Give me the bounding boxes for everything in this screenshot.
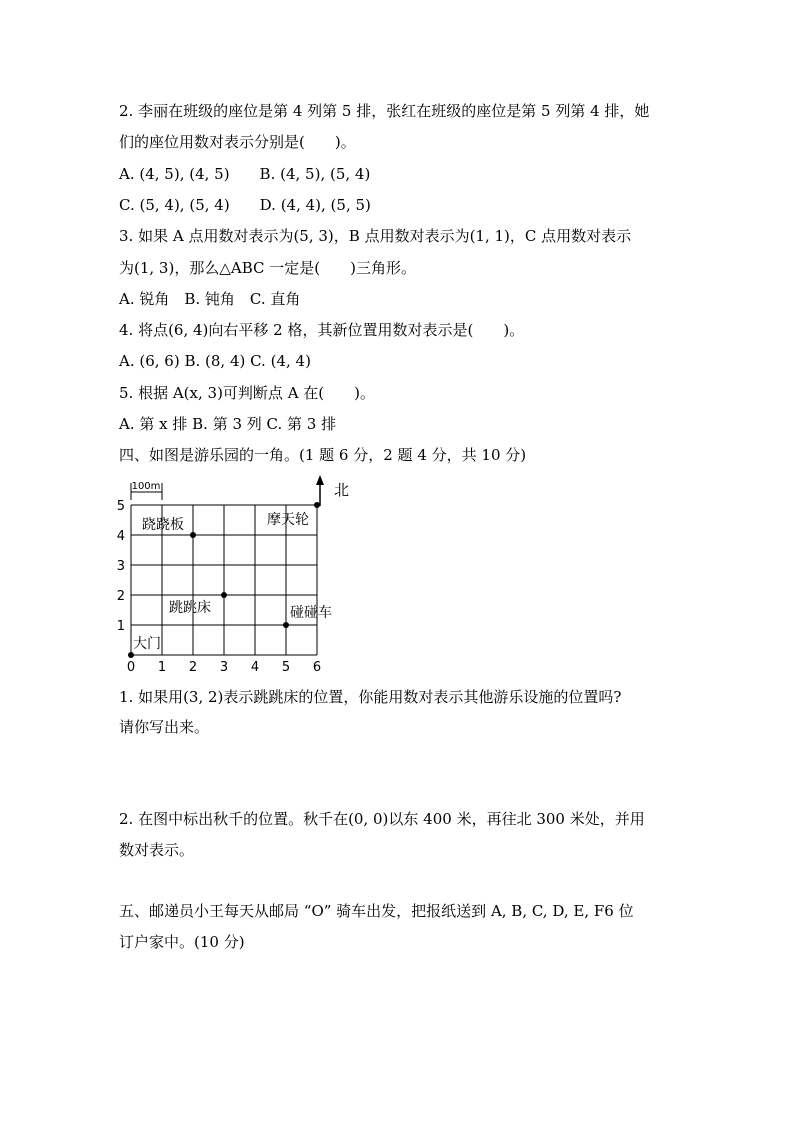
q3-options: A. 锐角 B. 钝角 C. 直角: [119, 290, 301, 308]
north-arrow: [316, 475, 349, 506]
section5-line2: 订户家中。(10 分): [119, 933, 245, 951]
x-tick-label: 1: [157, 660, 167, 675]
y-tick-label: 1: [116, 619, 125, 634]
section4-title: 四、如图是游乐园的一角。(1 题 6 分，2 题 4 分，共 10 分): [119, 446, 527, 464]
q2-options-row1: A. (4, 5), (4, 5) B. (4, 5), (5, 4): [119, 165, 371, 183]
places: [128, 502, 332, 658]
q2-text-line1: 2. 李丽在班级的座位是第 4 列第 5 排，张红在班级的座位是第 5 列第 4 排，她: [119, 102, 650, 120]
place-label: 跷跷板: [142, 517, 184, 533]
s4-q1-line2: 请你写出来。: [119, 718, 210, 736]
place-point: [314, 502, 320, 508]
y-tick-label: 3: [116, 559, 125, 574]
q3-text-line1: 3. 如果 A 点用数对表示为(5, 3)，B 点用数对表示为(1, 1)，C 点用数对表示: [119, 227, 632, 245]
place-point: [221, 592, 227, 598]
s4-q2-line1: 2. 在图中标出秋千的位置。秋千在(0, 0)以东 400 米，再往北 300 米处，并用: [119, 810, 645, 828]
y-tick-label: 4: [116, 529, 125, 544]
north-label: 北: [334, 481, 350, 499]
place-label: 跳跳床: [169, 600, 211, 616]
scale-bar: [131, 481, 162, 500]
place-label: 摩天轮: [267, 512, 309, 528]
y-axis-ticks: [117, 499, 125, 634]
y-tick-label: 2: [116, 589, 125, 604]
q5-options: A. 第 x 排 B. 第 3 列 C. 第 3 排: [119, 415, 337, 433]
place-point: [128, 652, 134, 658]
x-tick-label: 0: [126, 660, 136, 675]
x-tick-label: 5: [281, 660, 291, 675]
q2-options-row2: C. (5, 4), (5, 4) D. (4, 4), (5, 5): [119, 196, 371, 214]
s4-q2-line2: 数对表示。: [119, 841, 195, 859]
x-tick-label: 6: [312, 660, 322, 675]
x-tick-label: 4: [250, 660, 260, 675]
scale-label: 100m: [131, 481, 161, 492]
q3-text-line2: 为(1, 3)，那么△ABC 一定是( )三角形。: [119, 259, 416, 277]
place-point: [283, 622, 289, 628]
amusement-park-grid: [110, 472, 360, 677]
y-tick-label: 5: [116, 499, 125, 514]
place-label: 碰碰车: [290, 605, 332, 621]
x-tick-label: 3: [219, 660, 229, 675]
q2-text-line2: 们的座位用数对表示分别是( )。: [119, 133, 356, 151]
q5-text: 5. 根据 A(x, 3)可判断点 A 在( )。: [119, 384, 375, 402]
q4-options: A. (6, 6) B. (8, 4) C. (4, 4): [119, 352, 311, 370]
q4-text: 4. 将点(6, 4)向右平移 2 格，其新位置用数对表示是( )。: [119, 321, 525, 339]
place-label: 大门: [133, 636, 161, 652]
x-axis-ticks: [127, 660, 321, 675]
place-point: [190, 532, 196, 538]
section5-line1: 五、邮递员小王每天从邮局 “O” 骑车出发，把报纸送到 A, B, C, D, E, F6 位: [119, 902, 634, 920]
s4-q1-line1: 1. 如果用(3, 2)表示跳跳床的位置，你能用数对表示其他游乐设施的位置吗?: [119, 688, 622, 706]
x-tick-label: 2: [188, 660, 198, 675]
